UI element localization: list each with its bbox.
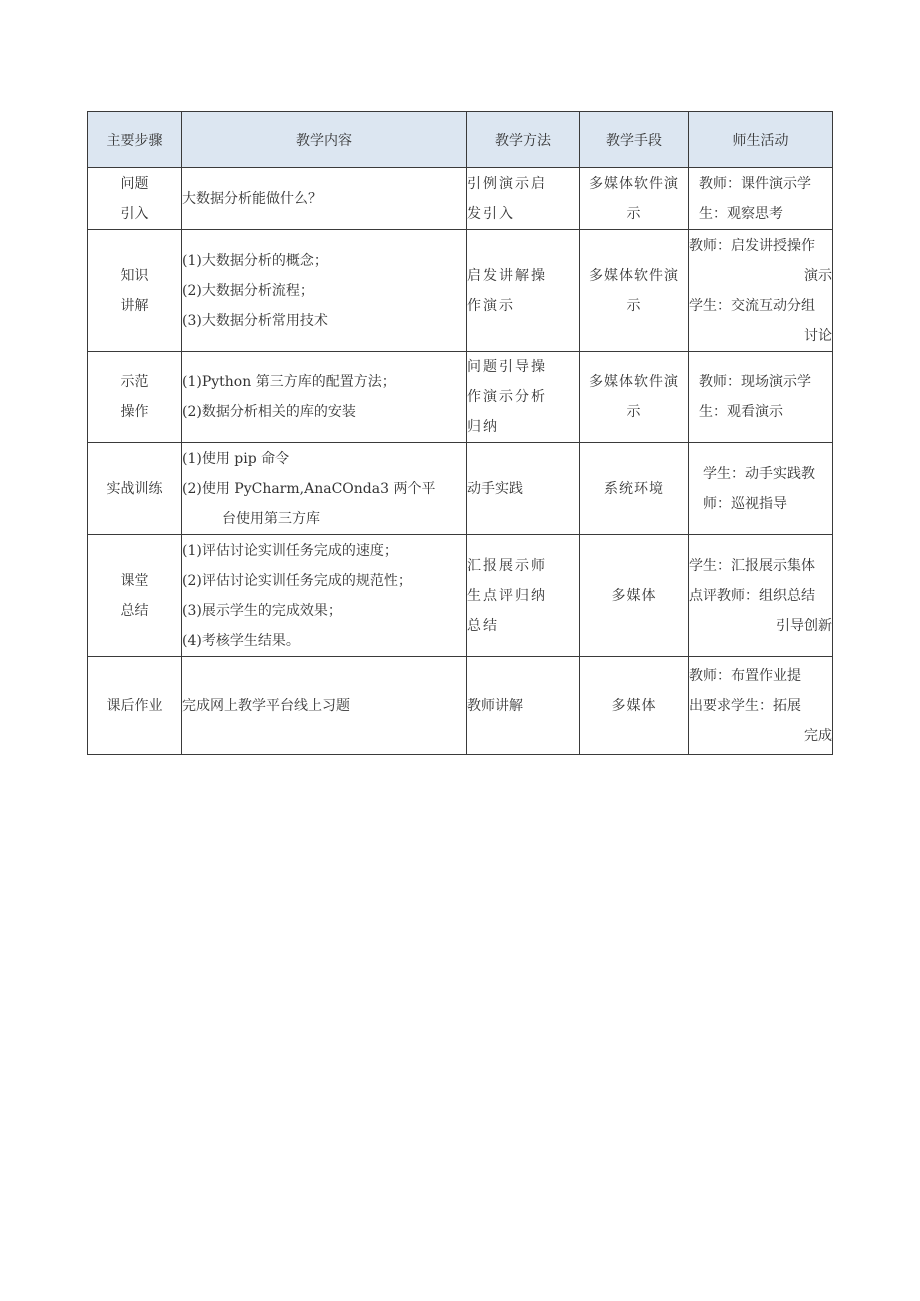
method-line: 问题引导操 — [467, 359, 547, 375]
step-cell — [88, 168, 182, 230]
content-cell — [182, 168, 467, 230]
table-row — [88, 657, 833, 755]
means-cell — [580, 443, 689, 535]
method-line: 启发讲解操 — [467, 267, 547, 284]
activity-line: 完成 — [804, 727, 832, 744]
activity-line: 师：巡视指导 — [703, 495, 787, 512]
step-line: 讲解 — [120, 297, 149, 314]
content-line: (4)考核学生结果。 — [182, 632, 300, 649]
method-cell — [467, 230, 580, 352]
step-cell — [88, 535, 182, 657]
method-line: 作演示 — [467, 297, 515, 314]
content-line: (2)数据分析相关的库的安装 — [182, 404, 356, 420]
content-cell — [182, 352, 467, 443]
method-line: 动手实践 — [467, 480, 523, 497]
means-line: 多媒体软件演 — [589, 175, 679, 192]
activity-line: 出要求学生：拓展 — [689, 697, 801, 714]
content-line: (2)大数据分析流程； — [182, 282, 314, 299]
header-means: 教学手段 — [580, 112, 689, 168]
content-cell — [182, 535, 467, 657]
step-cell — [88, 352, 182, 443]
step-line: 操作 — [120, 404, 149, 420]
table-header-row — [88, 112, 833, 168]
activity-line: 引导创新 — [776, 617, 832, 634]
table-row — [88, 352, 833, 443]
method-line: 引例演示启 — [467, 175, 547, 192]
step-line: 实战训练 — [106, 480, 163, 497]
activity-cell — [689, 657, 833, 755]
activity-line: 生：观察思考 — [699, 205, 783, 222]
table-row — [88, 168, 833, 230]
method-line: 汇报展示师 — [467, 557, 547, 574]
means-cell — [580, 352, 689, 443]
method-line: 生点评归纳 — [467, 587, 547, 604]
content-line: (2)使用 PyCharm,AnaCOnda3 两个平 — [182, 480, 436, 497]
means-cell — [580, 168, 689, 230]
step-cell — [88, 657, 182, 755]
content-line: (2)评估讨论实训任务完成的规范性； — [182, 572, 412, 589]
activity-line: 教师：启发讲授操作 — [689, 237, 815, 254]
content-line: (1)评估讨论实训任务完成的速度； — [182, 542, 398, 559]
content-line: 完成网上教学平台线上习题 — [182, 697, 350, 714]
method-line: 发引入 — [467, 205, 515, 222]
activity-line: 教师：布置作业提 — [689, 667, 801, 684]
step-line: 课后作业 — [106, 697, 163, 714]
activity-cell — [689, 352, 833, 443]
step-line: 知识 — [120, 267, 149, 284]
method-line: 教师讲解 — [467, 697, 523, 714]
header-activity: 师生活动 — [689, 112, 833, 168]
activity-cell — [689, 230, 833, 352]
method-cell — [467, 168, 580, 230]
method-cell — [467, 657, 580, 755]
step-line: 问题 — [120, 175, 149, 192]
method-cell — [467, 352, 580, 443]
activity-line: 演示 — [804, 267, 832, 284]
method-line: 总结 — [467, 617, 499, 634]
means-line: 多媒体 — [611, 697, 657, 714]
teaching-plan-table — [87, 111, 833, 755]
content-line: 大数据分析能做什么？ — [182, 190, 322, 207]
header-content: 教学内容 — [182, 112, 467, 168]
activity-cell — [689, 168, 833, 230]
method-line: 归纳 — [467, 419, 499, 435]
activity-line: 讨论 — [804, 327, 832, 344]
method-line: 作演示分析 — [467, 389, 547, 405]
method-cell — [467, 535, 580, 657]
activity-cell — [689, 443, 833, 535]
activity-line: 教师：现场演示学 — [699, 374, 811, 390]
means-line: 示 — [626, 205, 642, 222]
step-line: 总结 — [120, 602, 149, 619]
content-line: (1)Python 第三方库的配置方法； — [182, 374, 396, 390]
activity-line: 教师：课件演示学 — [699, 175, 811, 192]
activity-line: 点评教师：组织总结 — [689, 587, 815, 604]
means-cell — [580, 535, 689, 657]
content-line: (3)大数据分析常用技术 — [182, 312, 328, 329]
step-cell — [88, 443, 182, 535]
content-cell — [182, 230, 467, 352]
means-line: 示 — [626, 404, 642, 420]
header-step: 主要步骤 — [88, 112, 182, 168]
step-line: 课堂 — [120, 572, 149, 589]
content-line: (3)展示学生的完成效果； — [182, 602, 342, 619]
activity-line: 学生：动手实践教 — [703, 465, 815, 482]
content-cell — [182, 443, 467, 535]
means-line: 多媒体 — [611, 587, 657, 604]
means-cell — [580, 657, 689, 755]
table-row — [88, 230, 833, 352]
content-line: (1)大数据分析的概念； — [182, 252, 328, 269]
activity-line: 生：观看演示 — [699, 404, 783, 420]
table-row — [88, 535, 833, 657]
content-cell — [182, 657, 467, 755]
content-line: 台使用第三方库 — [222, 510, 320, 527]
means-line: 多媒体软件演 — [589, 267, 679, 284]
means-cell — [580, 230, 689, 352]
activity-line: 学生：交流互动分组 — [689, 297, 815, 314]
means-line: 系统环境 — [604, 480, 664, 497]
step-cell — [88, 230, 182, 352]
activity-line: 学生：汇报展示集体 — [689, 557, 815, 574]
header-method: 教学方法 — [467, 112, 580, 168]
step-line: 引入 — [120, 205, 149, 222]
step-line: 示范 — [120, 374, 149, 390]
content-line: (1)使用 pip 命令 — [182, 450, 290, 467]
activity-cell — [689, 535, 833, 657]
means-line: 多媒体软件演 — [589, 374, 679, 390]
method-cell — [467, 443, 580, 535]
means-line: 示 — [626, 297, 642, 314]
table-row — [88, 443, 833, 535]
